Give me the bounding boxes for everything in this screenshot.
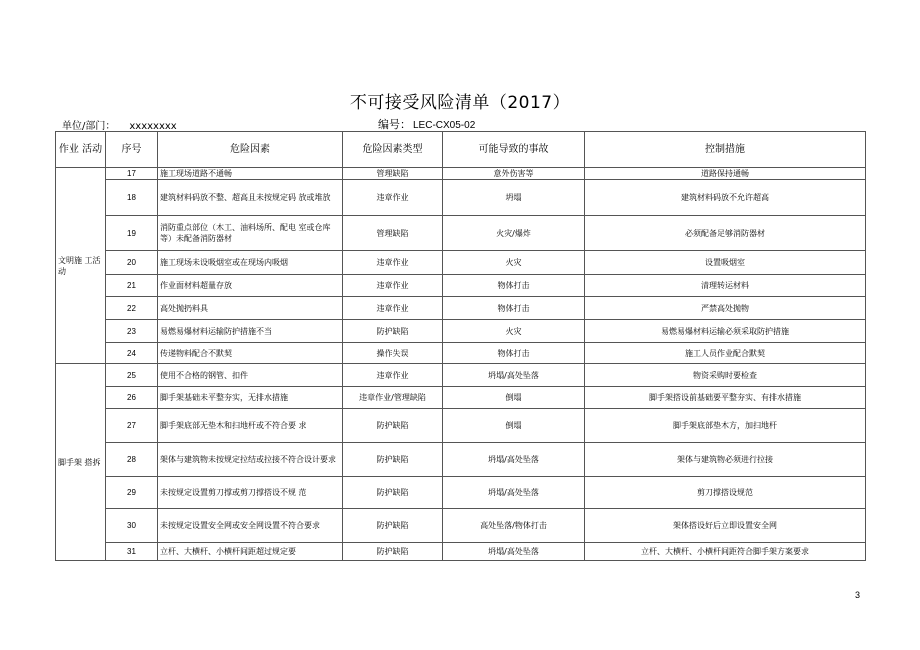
seq-cell: 31 [106,543,158,561]
unit-label: 单位/部门： [62,121,116,132]
type-cell: 违章作业 [343,180,443,216]
header-accident: 可能导致的事故 [443,132,585,168]
type-cell: 防护缺陷 [343,320,443,343]
seq-cell: 17 [106,168,158,180]
measure-cell: 设置吸烟室 [585,251,866,275]
table-row [56,168,866,180]
measure-cell: 物资采购时要检查 [585,364,866,387]
seq-cell: 26 [106,387,158,409]
table-row [56,387,866,409]
type-cell: 防护缺陷 [343,543,443,561]
accident-cell: 高处坠落/物体打击 [443,509,585,543]
code-label: 编号： [378,118,411,131]
page-number: 3 [855,590,861,600]
risk-table [55,131,866,561]
factor-cell: 脚手架底部无垫木和扫地杆或不符合要 求 [158,409,343,443]
accident-cell: 坍塌/高处坠落 [443,477,585,509]
type-cell: 防护缺陷 [343,477,443,509]
type-cell: 违章作业/管理缺陷 [343,387,443,409]
measure-cell: 立杆、大横杆、小横杆间距符合脚手架方案要求 [585,543,866,561]
measure-cell: 严禁高处抛物 [585,297,866,320]
document-title: 不可接受风险清单（2017） [349,93,571,113]
seq-cell: 27 [106,409,158,443]
accident-cell: 倒塌 [443,409,585,443]
factor-cell: 传递物料配合不默契 [158,343,343,364]
factor-cell: 架体与建筑物未按规定拉结或拉接不符合设计要求 [158,443,343,477]
table-row [56,320,866,343]
type-cell: 防护缺陷 [343,443,443,477]
seq-cell: 28 [106,443,158,477]
unit-department [62,117,177,132]
factor-cell: 施工现场道路不通畅 [158,168,343,180]
table-row [56,443,866,477]
measure-cell: 架体与建筑物必须进行拉接 [585,443,866,477]
factor-cell: 脚手架基础未平整夯实，无排水措施 [158,387,343,409]
table-row [56,509,866,543]
type-cell: 操作失误 [343,343,443,364]
code-value: LEC-CX05-02 [413,120,476,131]
table-row [56,364,866,387]
seq-cell: 29 [106,477,158,509]
table-row [56,297,866,320]
seq-cell: 22 [106,297,158,320]
type-cell: 防护缺陷 [343,509,443,543]
type-cell: 违章作业 [343,275,443,297]
accident-cell: 坍塌 [443,180,585,216]
seq-cell: 18 [106,180,158,216]
accident-cell: 火灾/爆炸 [443,216,585,251]
seq-cell: 19 [106,216,158,251]
accident-cell: 坍塌/高处坠落 [443,543,585,561]
accident-cell: 火灾 [443,251,585,275]
factor-cell: 立杆、大横杆、小横杆间距超过规定要 [158,543,343,561]
measure-cell: 建筑材料码放不允许超高 [585,180,866,216]
table-row [56,409,866,443]
accident-cell: 倒塌 [443,387,585,409]
accident-cell: 物体打击 [443,297,585,320]
accident-cell: 坍塌/高处坠落 [443,364,585,387]
measure-cell: 清理转运材料 [585,275,866,297]
table-header-row [56,132,866,168]
header-measure: 控制措施 [585,132,866,168]
factor-cell: 建筑材料码放不整、超高且未按规定码 放或堆放 [158,180,343,216]
factor-cell: 使用不合格的钢管、扣件 [158,364,343,387]
measure-cell: 道路保持通畅 [585,168,866,180]
measure-cell: 脚手架搭设前基础要平整夯实、有排水措施 [585,387,866,409]
factor-cell: 易燃易爆材料运输防护措施不当 [158,320,343,343]
header-activity: 作业 活动 [56,132,106,168]
accident-cell: 物体打击 [443,275,585,297]
accident-cell: 火灾 [443,320,585,343]
table-row [56,251,866,275]
measure-cell: 脚手架底部垫木方，加扫地杆 [585,409,866,443]
type-cell: 防护缺陷 [343,409,443,443]
type-cell: 违章作业 [343,251,443,275]
factor-cell: 施工现场未设吸烟室或在现场内吸烟 [158,251,343,275]
activity-cell: 文明施 工活动 [56,168,106,364]
seq-cell: 23 [106,320,158,343]
header-factor: 危险因素 [158,132,343,168]
type-cell: 管理缺陷 [343,168,443,180]
measure-cell: 施工人员作业配合默契 [585,343,866,364]
header-type: 危险因素类型 [343,132,443,168]
factor-cell: 作业面材料超量存放 [158,275,343,297]
table-row [56,543,866,561]
factor-cell: 未按规定设置剪刀撑或剪刀撑搭设不规 范 [158,477,343,509]
header-seq: 序号 [106,132,158,168]
activity-cell: 脚手架 搭拆 [56,364,106,561]
factor-cell: 未按规定设置安全网或安全网设置不符合要求 [158,509,343,543]
seq-cell: 25 [106,364,158,387]
type-cell: 违章作业 [343,364,443,387]
table-row [56,275,866,297]
measure-cell: 必须配备足够消防器材 [585,216,866,251]
measure-cell: 易燃易爆材料运输必须采取防护措施 [585,320,866,343]
measure-cell: 剪刀撑搭设规范 [585,477,866,509]
type-cell: 违章作业 [343,297,443,320]
table-row [56,343,866,364]
seq-cell: 30 [106,509,158,543]
seq-cell: 21 [106,275,158,297]
accident-cell: 物体打击 [443,343,585,364]
table-body [56,168,866,561]
factor-cell: 高处抛扔料具 [158,297,343,320]
factor-cell: 消防重点部位（木工、油料场所、配电 室或仓库等）未配备消防器材 [158,216,343,251]
type-cell: 管理缺陷 [343,216,443,251]
table-row [56,216,866,251]
accident-cell: 意外伤害等 [443,168,585,180]
measure-cell: 架体搭设好后立即设置安全网 [585,509,866,543]
accident-cell: 坍塌/高处坠落 [443,443,585,477]
document-code [378,116,475,132]
table-row [56,180,866,216]
seq-cell: 20 [106,251,158,275]
seq-cell: 24 [106,343,158,364]
table-row [56,477,866,509]
unit-value: xxxxxxxx [129,121,177,132]
